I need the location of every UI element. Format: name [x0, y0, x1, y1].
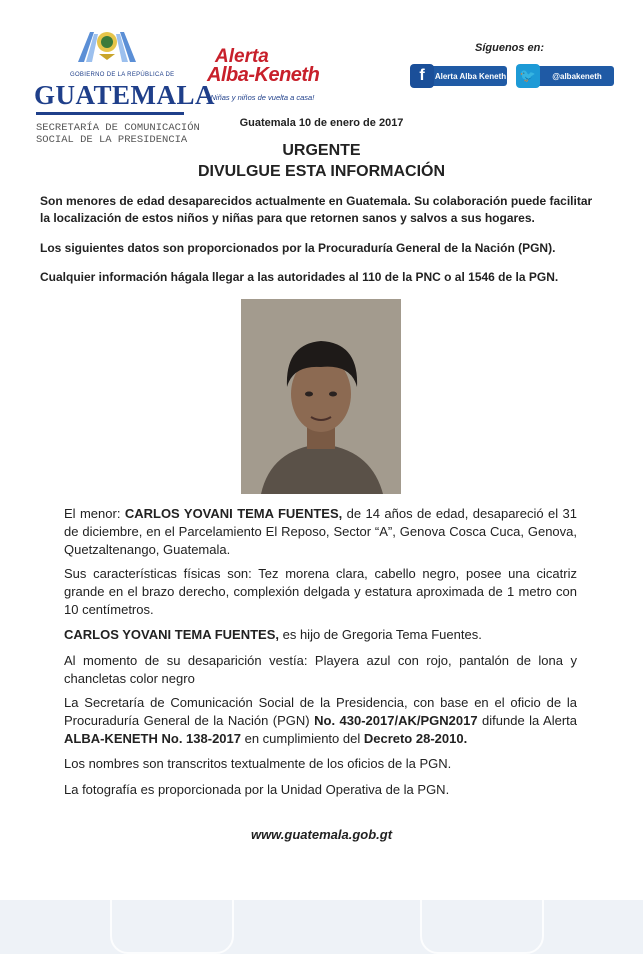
clothing-description: Al momento de su desaparición vestía: Playera azul con rojo, pantalón de lona y chancletas color negro: [64, 653, 577, 686]
disappearance-lead: El menor:: [64, 506, 125, 521]
child-name-repeat: CARLOS YOVANI TEMA FUENTES,: [64, 627, 279, 642]
logo-divider: [36, 112, 184, 115]
urgent-title: URGENTE: [282, 142, 361, 159]
twitter-label: @albakeneth: [552, 71, 602, 81]
coat-of-arms-icon: [72, 24, 142, 64]
poster-date: Guatemala 10 de enero de 2017: [239, 117, 404, 129]
alerta-tagline: ¡Niñas y niños de vuelta a casa!: [208, 93, 315, 102]
twitter-icon: 🐦: [516, 64, 540, 88]
alerta-alba-keneth-logo: [203, 46, 343, 116]
guatemala-government-logo: [30, 22, 216, 146]
missing-child-photo: [241, 299, 401, 494]
child-portrait-icon: [241, 299, 401, 494]
website-link[interactable]: www.guatemala.gob.gt: [250, 827, 393, 842]
decree-number: Decreto 28-2010.: [363, 731, 468, 746]
notice-text: difunde la Alerta: [477, 713, 577, 728]
notice-text: La Secretaría de Comunicación Social de la Presidencia, con base en el oficio de la Procuraduría General de la Nación (PGN): [64, 695, 577, 728]
twitter-link[interactable]: [518, 66, 614, 86]
child-name: CARLOS YOVANI TEMA FUENTES,: [124, 506, 343, 521]
intro-paragraph: Son menores de edad desaparecidos actualmente en Guatemala. Su colaboración puede facilitar la localización de estos niños y niñas para que retornen sanos y salvos a sus hogares.: [40, 194, 593, 225]
parent-details: es hijo de Gregoria Tema Fuentes.: [279, 627, 482, 642]
spread-info-title: DIVULGUE ESTA INFORMACIÓN: [197, 163, 446, 180]
alba-keneth-title: Alba-Keneth: [207, 64, 320, 86]
facebook-link[interactable]: [412, 66, 507, 86]
physical-description: Sus características físicas son: Tez morena clara, cabello negro, posee una cicatriz grande en el brazo derecho, complexión delgada y estatura aproximada de 1 metro con 10 centímetros.: [64, 566, 577, 617]
secretaria-name: SECRETARÍA DE COMUNICACIÓN SOCIAL DE LA PRESIDENCIA: [36, 122, 200, 146]
names-note: Los nombres son transcritos textualmente de los oficios de la PGN.: [64, 756, 452, 771]
source-paragraph: Los siguientes datos son proporcionados por la Procuraduría General de la Nación (PGN).: [40, 241, 556, 255]
disappearance-paragraph: [64, 505, 577, 559]
notice-text: en cumplimiento del: [241, 731, 364, 746]
facebook-icon: f: [410, 64, 434, 88]
government-subtitle: GOBIERNO DE LA REPÚBLICA DE: [70, 72, 175, 78]
follow-label: Síguenos en:: [475, 42, 545, 54]
official-notice-paragraph: [64, 694, 577, 748]
disappearance-details: de 14 años de edad, desapareció el 31 de diciembre, en el Parcelamiento El Reposo, Sector “A”, Genova Cosca Cuca, Genova, Quetzaltenango, Guatemala.: [64, 506, 578, 557]
photo-note: La fotografía es proporcionada por la Unidad Operativa de la PGN.: [64, 782, 450, 797]
facebook-label: Alerta Alba Keneth: [434, 71, 507, 81]
government-name: GUATEMALA: [34, 80, 216, 110]
alert-number: ALBA-KENETH No. 138-2017: [64, 731, 241, 746]
pgn-office-number: No. 430-2017/AK/PGN2017: [314, 713, 478, 728]
alerta-title: Alerta: [215, 46, 269, 67]
parent-paragraph: [64, 626, 577, 644]
contact-paragraph: Cualquier información hágala llegar a las autoridades al 110 de la PNC o al 1546 de la PGN.: [40, 270, 559, 284]
